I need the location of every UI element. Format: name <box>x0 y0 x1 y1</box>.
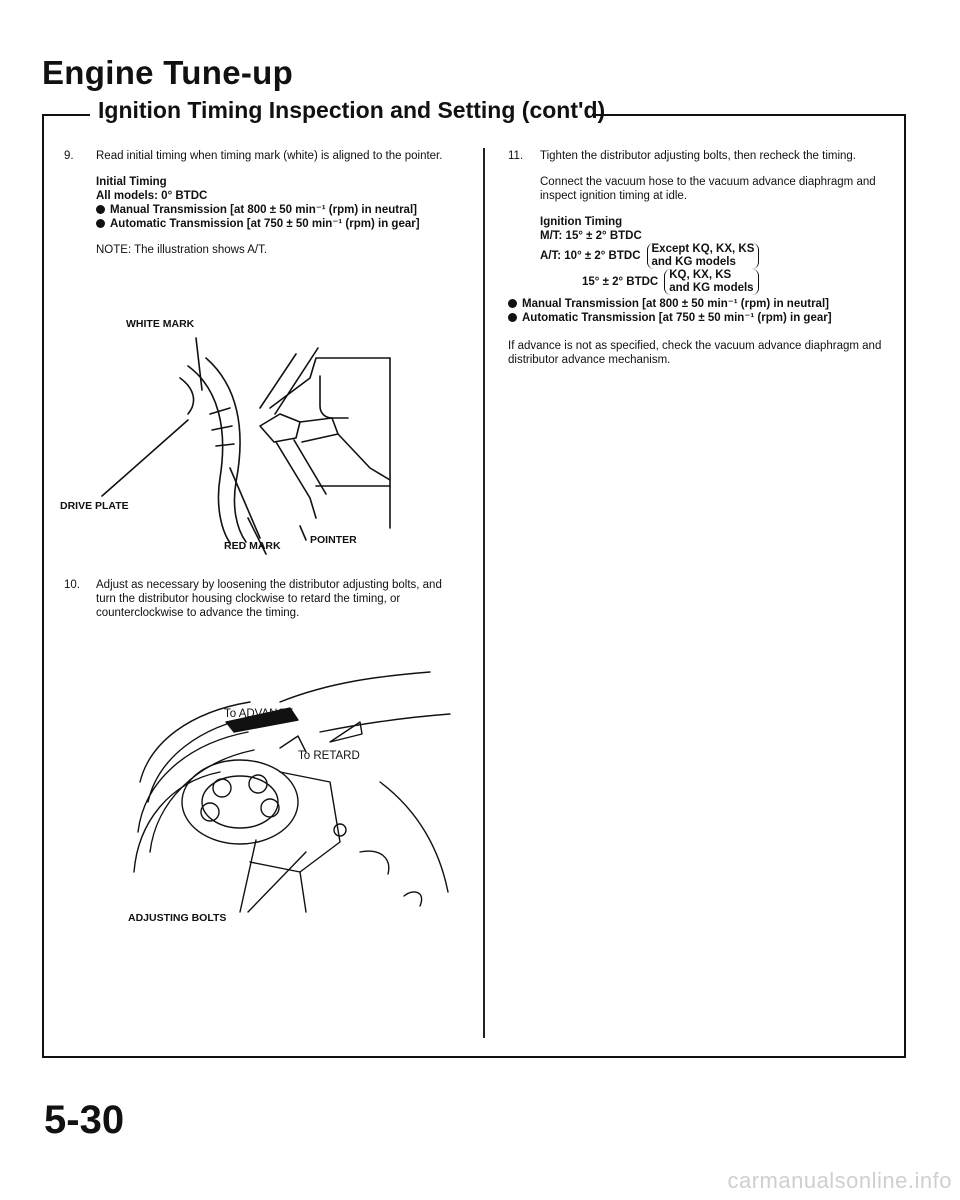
step-number: 10. <box>64 579 80 591</box>
step-text: Adjust as necessary by loosening the distributor adjusting bolts, and turn the distributor housing clockwise to retard the timing, or counterclockwise to advance the timing. <box>96 579 442 619</box>
spec-at-2 <box>540 269 886 295</box>
left-column-lower <box>64 578 464 620</box>
spec-at-1-models-line1: Except KQ, KX, KS <box>651 243 755 255</box>
section-subtitle: Ignition Timing Inspection and Setting (cont'd) <box>98 97 606 123</box>
frame-top-rule-left <box>42 114 90 116</box>
red-mark-label: RED MARK <box>224 540 281 552</box>
note: NOTE: The illustration shows A/T. <box>96 244 268 256</box>
pointer-label: POINTER <box>310 534 357 546</box>
step-11 <box>508 149 886 295</box>
spec-line: All models: 0° BTDC <box>96 190 208 202</box>
step-text: Tighten the distributor adjusting bolts, then recheck the timing. <box>540 150 856 162</box>
column-divider <box>483 148 485 1038</box>
spec-at-2-models-line2: and KG models <box>669 282 754 294</box>
step-number: 9. <box>64 150 74 162</box>
step-text-3: If advance is not as specified, check the vacuum advance diaphragm and distributor advance mechanism. <box>508 340 882 366</box>
left-column <box>64 149 464 257</box>
timing-mark-figure <box>60 318 470 568</box>
spec-at-2-models-line1: KQ, KX, KS <box>669 269 732 281</box>
distributor-illustration <box>130 662 470 932</box>
watermark: carmanualsonline.info <box>727 1168 952 1193</box>
step-number: 11. <box>508 150 524 162</box>
spec-title: Initial Timing <box>96 176 167 188</box>
step-text: Read initial timing when timing mark (white) is aligned to the pointer. <box>96 150 443 162</box>
spec-at-2-models <box>664 269 758 295</box>
spec-bullet-mt: Manual Transmission [at 800 ± 50 min⁻¹ (rpm) in neutral] <box>508 297 886 311</box>
spec-at-1-value: A/T: 10° ± 2° BTDC <box>540 250 641 262</box>
spec-bullet-mt: Manual Transmission [at 800 ± 50 min⁻¹ (rpm) in neutral] <box>96 203 464 217</box>
spec-mt: M/T: 15° ± 2° BTDC <box>540 230 642 242</box>
to-advance-label: To ADVANCE <box>224 708 294 720</box>
spec-bullet-at: Automatic Transmission [at 750 ± 50 min⁻¹ (rpm) in gear] <box>508 311 886 325</box>
page-title: Engine Tune-up <box>42 54 294 91</box>
spec-at-1-models <box>647 243 760 269</box>
step-9 <box>64 149 464 257</box>
page-number: 5-30 <box>44 1098 125 1142</box>
spec-at-1 <box>540 243 886 269</box>
step-10 <box>64 578 464 620</box>
white-mark-label: WHITE MARK <box>126 318 195 330</box>
timing-mark-illustration <box>70 318 470 568</box>
spec-at-1-models-line2: and KG models <box>651 256 736 268</box>
distributor-figure <box>130 662 470 932</box>
to-retard-label: To RETARD <box>298 750 360 762</box>
drive-plate-label: DRIVE PLATE <box>60 500 129 512</box>
frame-top-rule-right <box>592 114 906 116</box>
right-column <box>508 149 886 367</box>
step-text-2: Connect the vacuum hose to the vacuum advance diaphragm and inspect ignition timing at idle. <box>540 176 876 202</box>
spec-title: Ignition Timing <box>540 216 623 228</box>
spec-bullet-at: Automatic Transmission [at 750 ± 50 min⁻¹ (rpm) in gear] <box>96 217 464 231</box>
spec-at-2-value: 15° ± 2° BTDC <box>582 276 659 288</box>
adjusting-bolts-label: ADJUSTING BOLTS <box>128 912 227 924</box>
